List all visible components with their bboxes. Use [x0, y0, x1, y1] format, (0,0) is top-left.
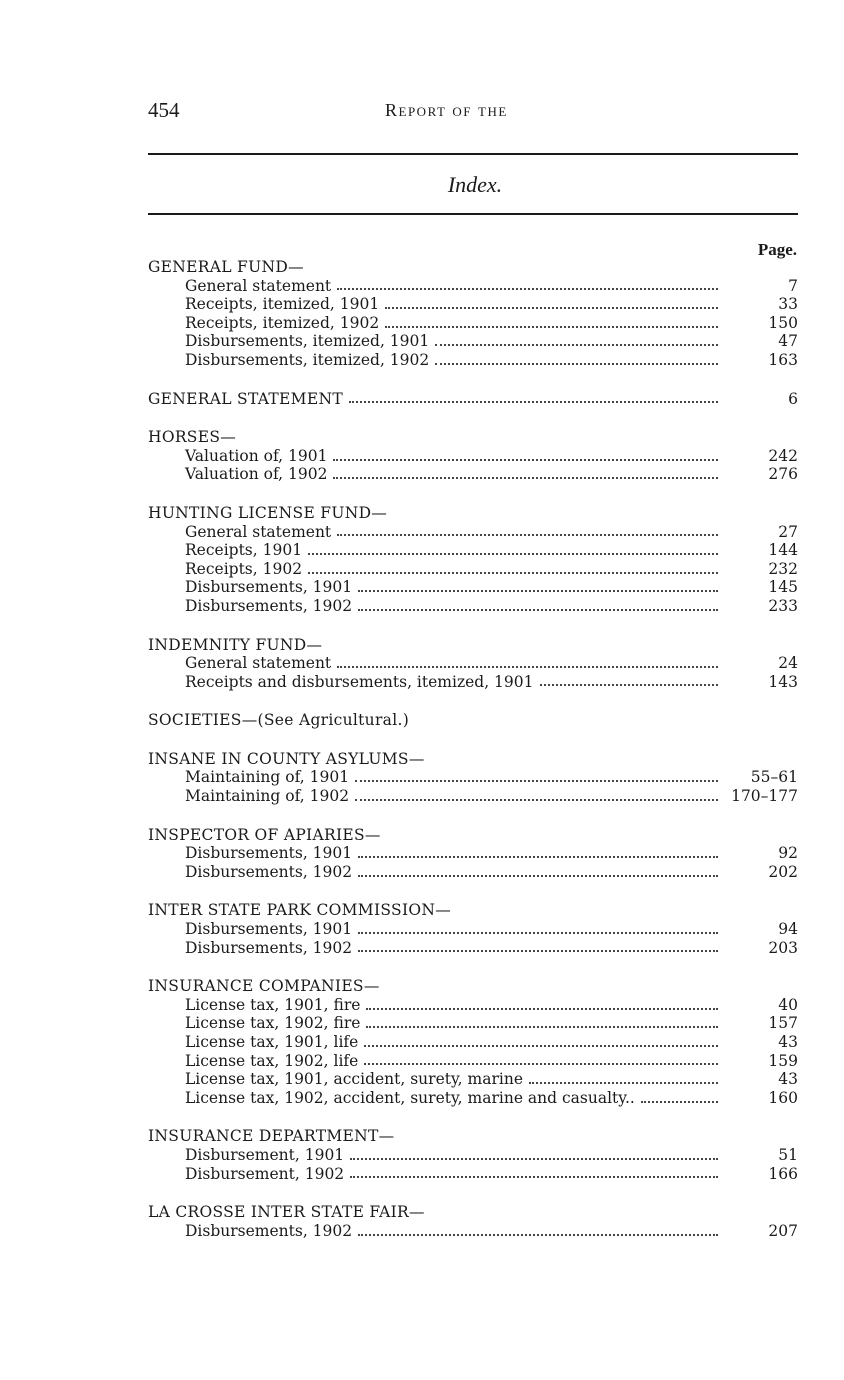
dot-leader	[337, 287, 718, 290]
section-heading: INSURANCE DEPARTMENT—	[148, 1127, 395, 1146]
entry-label: General statement	[185, 276, 332, 295]
dot-leader	[333, 458, 718, 461]
dot-leader	[641, 1100, 718, 1103]
entry-page-number: 143	[768, 672, 798, 691]
index-entry	[148, 1146, 798, 1165]
entry-label: Disbursements, 1901	[185, 920, 353, 939]
dot-leader	[358, 931, 718, 934]
dot-leader	[350, 1157, 718, 1160]
entry-page-number: 55–61	[750, 768, 798, 787]
index-section	[148, 750, 798, 806]
entry-page-number: 43	[778, 1033, 798, 1051]
index-entry	[148, 277, 798, 296]
dot-leader	[366, 1025, 718, 1028]
dot-leader	[355, 798, 718, 801]
dot-leader	[308, 552, 718, 555]
dot-leader	[364, 1062, 718, 1065]
entry-page-number: 33	[778, 295, 798, 314]
index-title: Index.	[447, 172, 503, 197]
page-column-header: Page.	[757, 240, 797, 259]
index-entry	[148, 560, 798, 579]
index-section	[148, 901, 798, 957]
index-entry	[148, 768, 798, 787]
dot-leader	[358, 608, 718, 611]
entry-page-number: 160	[768, 1088, 798, 1107]
section-heading: LA CROSSE INTER STATE FAIR—	[148, 1203, 425, 1222]
entry-label: License tax, 1901, accident, surety, marine	[185, 1070, 523, 1089]
entry-page-number: 233	[768, 596, 798, 615]
entry-page-number: 92	[778, 844, 798, 863]
index-section	[148, 390, 798, 409]
index-entry	[148, 523, 798, 542]
index-entry	[148, 1033, 798, 1052]
entry-label: Disbursements, 1902	[185, 1221, 353, 1240]
entry-label: Disbursements, itemized, 1902	[185, 350, 430, 369]
entry-page-number: 170–177	[731, 787, 798, 806]
entry-page-number: 43	[778, 1070, 798, 1089]
index-section	[148, 977, 798, 1107]
dot-leader	[435, 343, 718, 346]
entry-page-number: 159	[768, 1051, 798, 1070]
section-heading: HUNTING LICENSE FUND—	[148, 503, 388, 522]
index-section	[148, 636, 798, 692]
index-entry	[148, 1165, 798, 1184]
index-entry	[148, 295, 798, 314]
entry-page-number: 202	[768, 862, 798, 881]
entry-label: Maintaining of, 1902	[185, 787, 350, 806]
index-section	[148, 826, 798, 882]
entry-page-number: 166	[768, 1164, 798, 1183]
index-entry	[148, 1052, 798, 1071]
entry-label: Receipts and disbursements, itemized, 1901	[185, 672, 534, 691]
index-entry	[148, 673, 798, 692]
section-heading: GENERAL FUND—	[148, 258, 304, 276]
entry-page-number: 24	[778, 654, 798, 673]
index-section	[148, 1127, 798, 1183]
dot-leader	[358, 949, 718, 952]
entry-label: Receipts, 1901	[185, 541, 303, 560]
entry-label: Disbursements, 1902	[185, 596, 353, 615]
index-entry	[148, 844, 798, 863]
dot-leader	[358, 855, 718, 858]
entry-page-number: 94	[778, 920, 798, 939]
entry-label: License tax, 1902, life	[185, 1051, 359, 1070]
dot-leader	[337, 665, 718, 668]
dot-leader	[358, 589, 718, 592]
index-section	[148, 711, 798, 730]
entry-page-number: 144	[768, 541, 798, 560]
index-entry	[148, 447, 798, 466]
entry-label: General statement	[185, 654, 332, 673]
section-heading: SOCIETIES—(See Agricultural.)	[148, 711, 410, 730]
index-section	[148, 428, 798, 484]
dot-leader	[337, 533, 718, 536]
section-heading: INSPECTOR OF APIARIES—	[148, 825, 381, 844]
entry-page-number: 163	[768, 350, 798, 369]
section-heading: INDEMNITY FUND—	[148, 635, 323, 654]
entry-page-number: 40	[778, 995, 798, 1014]
dot-leader	[540, 683, 718, 686]
entry-page-number: 51	[778, 1145, 798, 1164]
dot-leader	[385, 325, 718, 328]
index-entry	[148, 541, 798, 560]
index-section	[148, 1203, 798, 1240]
entry-page-number: 203	[768, 938, 798, 957]
index-entry	[148, 390, 798, 409]
dot-leader	[385, 306, 718, 309]
index-entry	[148, 654, 798, 673]
entry-label: Valuation of, 1901	[185, 446, 328, 465]
entry-label: Receipts, 1902	[185, 559, 303, 578]
dot-leader	[350, 1175, 718, 1178]
entry-page-number: 157	[768, 1014, 798, 1033]
entry-label: License tax, 1902, accident, surety, marine and casualty..	[185, 1088, 635, 1107]
index-entry	[148, 787, 798, 806]
index-entry	[148, 920, 798, 939]
index-entry	[148, 597, 798, 616]
entry-page-number: 7	[788, 276, 798, 295]
dot-leader	[308, 571, 718, 574]
top-rule	[148, 153, 798, 155]
entry-label: General statement	[185, 522, 332, 541]
dot-leader	[358, 874, 718, 877]
entry-page-number: 145	[768, 578, 798, 597]
index-entry	[148, 1222, 798, 1241]
dot-leader	[364, 1044, 718, 1047]
entry-label: License tax, 1901, fire	[185, 995, 361, 1014]
entry-page-number: 242	[768, 446, 798, 465]
entry-label: Maintaining of, 1901	[185, 768, 350, 787]
section-heading: HORSES—	[148, 428, 237, 447]
entry-label: Disbursements, 1902	[185, 938, 353, 957]
entry-label: License tax, 1902, fire	[185, 1014, 361, 1033]
section-heading: INSURANCE COMPANIES—	[148, 977, 380, 996]
entry-page-number: 207	[768, 1221, 798, 1240]
index-entry	[148, 863, 798, 882]
index-section	[148, 258, 798, 370]
dot-leader	[366, 1007, 718, 1010]
entry-label: Disbursements, 1901	[185, 578, 353, 597]
index-entry	[148, 314, 798, 333]
index-entry	[148, 939, 798, 958]
entry-label: Receipts, itemized, 1902	[185, 313, 380, 332]
entry-page-number: 6	[788, 389, 798, 408]
running-head: Report of the	[385, 100, 508, 120]
entry-label: Disbursements, 1902	[185, 862, 353, 881]
entry-page-number: 27	[778, 522, 798, 541]
dot-leader	[349, 400, 718, 403]
bottom-rule	[148, 213, 798, 215]
entry-label: GENERAL STATEMENT	[148, 389, 343, 408]
dot-leader	[355, 779, 718, 782]
section-heading: INSANE IN COUNTY ASYLUMS—	[148, 749, 425, 768]
dot-leader	[435, 362, 718, 365]
page-number: 454	[148, 98, 180, 122]
entry-page-number: 232	[768, 559, 798, 578]
entry-label: Disbursement, 1902	[185, 1164, 345, 1183]
index-entry	[148, 1070, 798, 1089]
entry-label: Receipts, itemized, 1901	[185, 295, 380, 314]
index-list	[148, 258, 798, 1260]
index-entry	[148, 1089, 798, 1108]
entry-label: Disbursements, itemized, 1901	[185, 332, 430, 351]
dot-leader	[333, 476, 718, 479]
entry-label: Disbursements, 1901	[185, 844, 353, 863]
dot-leader	[529, 1081, 718, 1084]
index-entry	[148, 351, 798, 370]
entry-label: License tax, 1901, life	[185, 1033, 359, 1051]
entry-label: Disbursement, 1901	[185, 1145, 345, 1164]
dot-leader	[358, 1233, 718, 1236]
index-entry	[148, 1014, 798, 1033]
index-entry	[148, 996, 798, 1015]
entry-page-number: 276	[768, 465, 798, 484]
index-entry	[148, 578, 798, 597]
entry-page-number: 150	[768, 313, 798, 332]
index-entry	[148, 332, 798, 351]
entry-label: Valuation of, 1902	[185, 465, 328, 484]
index-entry	[148, 465, 798, 484]
index-section	[148, 504, 798, 616]
section-heading: INTER STATE PARK COMMISSION—	[148, 901, 452, 920]
entry-page-number: 47	[778, 332, 798, 351]
